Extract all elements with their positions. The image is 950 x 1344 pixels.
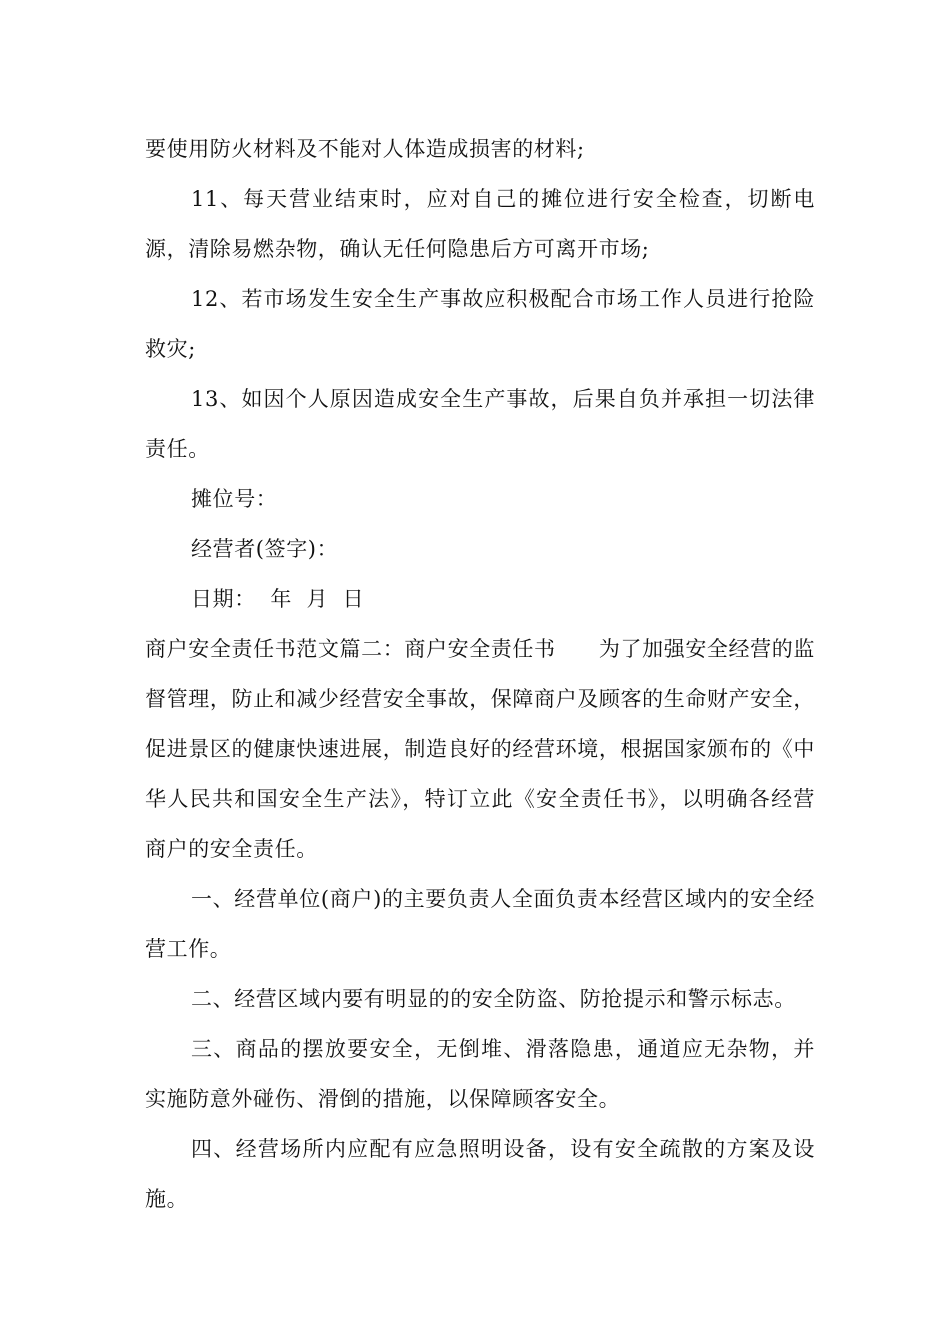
article-2: 二、经营区域内要有明显的的安全防盗、防抢提示和警示标志。 xyxy=(191,987,796,1011)
article-1: 一、经营单位(商户)的主要负责人全面负责本经营区域内的安全经营工作。 xyxy=(145,887,815,961)
article-4: 四、经营场所内应配有应急照明设备，设有安全疏散的方案及设施。 xyxy=(145,1137,815,1211)
clause-13: 13、如因个人原因造成安全生产事故，后果自负并承担一切法律责任。 xyxy=(145,387,815,461)
paragraph-continuation: 要使用防火材料及不能对人体造成损害的材料; xyxy=(145,137,585,161)
document-body xyxy=(145,124,815,1224)
stall-number-line: 摊位号： xyxy=(191,487,278,511)
clause-11: 11、每天营业结束时，应对自己的摊位进行安全检查，切断电源，清除易燃杂物，确认无任何隐患后方可离开市场; xyxy=(145,187,815,261)
section-two-intro: 商户安全责任书范文篇二：商户安全责任书 为了加强安全经营的监督管理，防止和减少经营安全事故，保障商户及顾客的生命财产安全，促进景区的健康快速进展，制造良好的经营环境，根据国家颁布的《中华人民共和国安全生产法》，特订立此《安全责任书》，以明确各经营商户的安全责任。 xyxy=(145,637,815,861)
article-3: 三、商品的摆放要安全，无倒堆、滑落隐患，通道应无杂物，并实施防意外碰伤、滑倒的措施，以保障顾客安全。 xyxy=(145,1037,815,1111)
clause-12: 12、若市场发生安全生产事故应积极配合市场工作人员进行抢险救灾; xyxy=(145,287,815,361)
date-line: 日期： 年 月 日 xyxy=(191,587,365,611)
operator-signature-line: 经营者(签字)： xyxy=(191,537,339,561)
